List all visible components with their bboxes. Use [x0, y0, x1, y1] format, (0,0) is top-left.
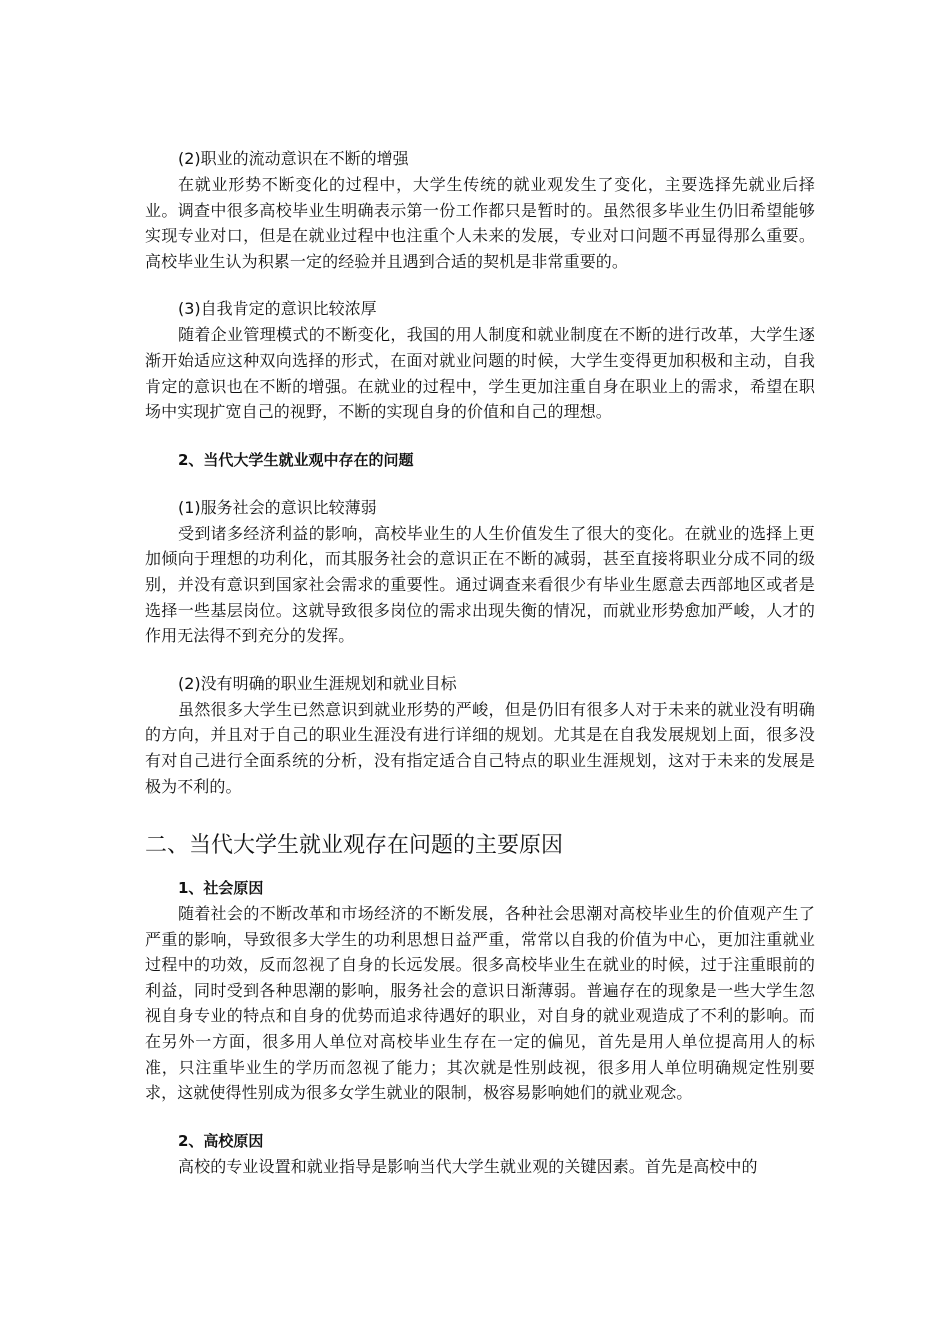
- paragraph-social-service: 受到诸多经济利益的影响，高校毕业生的人生价值发生了很大的变化。在就业的选择上更加倾向于理想的功利化，而其服务社会的意识正在不断的减弱，甚至直接将职业分成不同的级别，并没有意识到国家社会需求的重要性。通过调查来看很少有毕业生愿意去西部地区或者是选择一些基层岗位。这就导致很多岗位的需求出现失衡的情况，而就业形势愈加严峻，人才的作用无法得不到充分的发挥。: [145, 523, 815, 646]
- subheading-career-planning: (2)没有明确的职业生涯规划和就业目标: [178, 673, 457, 693]
- heading-problems: 2、当代大学生就业观中存在的问题: [178, 450, 414, 469]
- section-title-causes: 二、当代大学生就业观存在问题的主要原因: [145, 833, 564, 859]
- paragraph-social-causes: 随着社会的不断改革和市场经济的不断发展，各种社会思潮对高校毕业生的价值观产生了严重的影响，导致很多大学生的功利思想日益严重，常常以自我的价值为中心，更加注重就业过程中的功效，反而忽视了自身的长远发展。很多高校毕业生在就业的时候，过于注重眼前的利益，同时受到各种思潮的影响，服务社会的意识日渐薄弱。普遍存在的现象是一些大学生忽视自身专业的特点和自身的优势而追求待遇好的职业，对自身的就业观造成了不利的影响。而在另外一方面，很多用人单位对高校毕业生存在一定的偏见，首先是用人单位提高用人的标准，只注重毕业生的学历而忽视了能力；其次就是性别歧视，很多用人单位明确规定性别要求，这就使得性别成为很多女学生就业的限制，极容易影响她们的就业观念。: [145, 904, 815, 1103]
- subheading-self-affirmation: (3)自我肯定的意识比较浓厚: [178, 299, 377, 319]
- paragraph-mobility: 在就业形势不断变化的过程中，大学生传统的就业观发生了变化，主要选择先就业后择业。调查中很多高校毕业生明确表示第一份工作都只是暂时的。虽然很多毕业生仍旧希望能够实现专业对口，但是在就业过程中也注重个人未来的发展，专业对口问题不再显得那么重要。高校毕业生认为积累一定的经验并且遇到合适的契机是非常重要的。: [145, 175, 815, 271]
- document-page: [145, 146, 815, 1179]
- heading-social-causes: 1、社会原因: [178, 879, 264, 898]
- paragraph-university-causes: 高校的专业设置和就业指导是影响当代大学生就业观的关键因素。首先是高校中的: [178, 1156, 758, 1176]
- heading-university-causes: 2、高校原因: [178, 1131, 264, 1150]
- subheading-mobility: (2)职业的流动意识在不断的增强: [178, 149, 409, 168]
- subheading-social-service: (1)服务社会的意识比较薄弱: [178, 497, 377, 517]
- paragraph-career-planning: 虽然很多大学生已然意识到就业形势的严峻，但是仍旧有很多人对于未来的就业没有明确的方向，并且对于自己的职业生涯没有进行详细的规划。尤其是在自我发展规划上面，很多没有对自己进行全面系统的分析，没有指定适合自己特点的职业生涯规划，这对于未来的发展是极为不利的。: [145, 699, 815, 796]
- paragraph-self-affirmation: 随着企业管理模式的不断变化，我国的用人制度和就业制度在不断的进行改革，大学生逐渐开始适应这种双向选择的形式，在面对就业问题的时候，大学生变得更加积极和主动，自我肯定的意识也在不断的增强。在就业的过程中，学生更加注重自身在职业上的需求，希望在职场中实现扩宽自己的视野，不断的实现自身的价值和自己的理想。: [145, 325, 815, 422]
